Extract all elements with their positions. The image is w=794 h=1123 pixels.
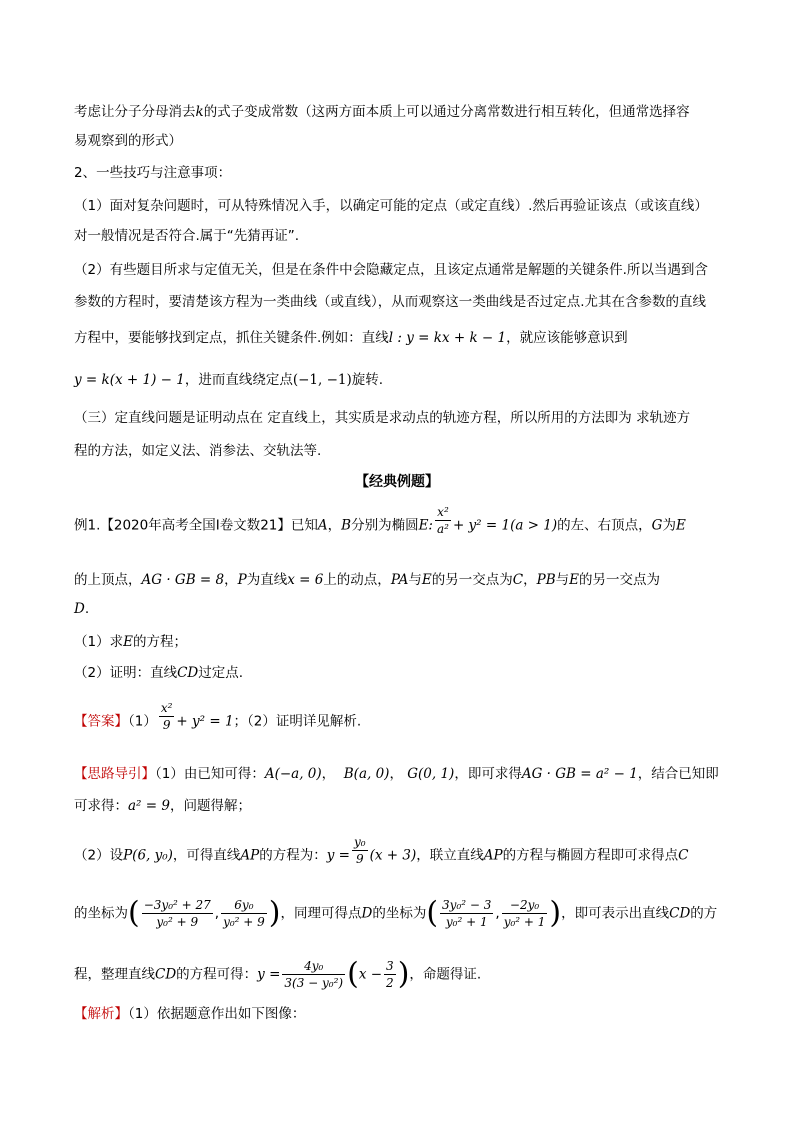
math-P: P bbox=[237, 572, 247, 588]
math-dot-product: AG · GB = a² − 1 bbox=[521, 766, 638, 782]
text: 的另一交点为 bbox=[431, 572, 513, 588]
answer-label: 【答案】 bbox=[74, 713, 128, 730]
paragraph-line: （三）定直线问题是证明动点在 定直线上，其实质是求动点的轨迹方程，所以所用的方法即为 求轨迹方 bbox=[74, 410, 691, 426]
text: 与 bbox=[408, 572, 422, 588]
math-point-P: P(6, y₀) bbox=[123, 847, 173, 864]
paragraph-line: （1）面对复杂问题时，可从特殊情况入手，以确定可能的定点（或定直线）.然后再验证该点（或该直线） bbox=[74, 198, 708, 214]
text: 的方程可得： bbox=[176, 966, 258, 983]
math-E: E bbox=[123, 634, 133, 650]
math-CD: CD bbox=[155, 966, 177, 983]
paragraph-line: （2）有些题目所求与定值无关，但是在条件中会隐藏定点，且该定点通常是解题的关键条件.所以当遇到含 bbox=[74, 262, 708, 278]
text: 可求得： bbox=[74, 798, 128, 814]
numerator: 6y₀ bbox=[221, 897, 267, 914]
math-C: C bbox=[512, 572, 524, 588]
numerator: 3y₀² − 3 bbox=[442, 898, 492, 912]
numerator: −2y₀ bbox=[502, 897, 548, 914]
text: ，结合已知即 bbox=[637, 766, 719, 782]
numerator: 4y₀ bbox=[282, 958, 345, 975]
text: 上的动点， bbox=[323, 572, 391, 588]
math-point: (−1, −1) bbox=[292, 372, 352, 388]
example-line bbox=[74, 505, 686, 537]
paragraph-line bbox=[74, 102, 690, 122]
guide-line bbox=[74, 835, 689, 867]
guide-line: 的坐标为( $\frac{\text{−3y₀² + 27}}{\text{y₀² + 9}}$ , $\frac{\text{6y₀}}{\text{y₀² + 9}}$ )，同理可得点D的坐标为( $\frac{\text{3y₀² − 3}}{\text{y₀² + 1}}$ , $\frac{\text{−2y₀}}{\text{y₀² + 1}}$ )，即可表示出直线CD的方 bbox=[74, 895, 718, 931]
math-AP: AP bbox=[240, 847, 260, 864]
answer-line bbox=[74, 701, 362, 733]
fraction bbox=[159, 700, 175, 733]
math-point-A: A(−a, 0) bbox=[264, 766, 322, 782]
math-point-B: B(a, 0) bbox=[343, 766, 390, 782]
math-k: k bbox=[195, 104, 204, 120]
fraction bbox=[502, 897, 548, 930]
text: 旋转. bbox=[351, 372, 384, 388]
guide-line bbox=[74, 796, 251, 816]
math-E: E bbox=[421, 572, 432, 588]
guide-line: 【思路导引】（1）由已知可得：A(−a, 0)， B(a, 0)， G(0, 1)，即可求得AG · GB = a² − 1，结合已知即 bbox=[74, 766, 719, 782]
text: 的式子变成常数（这两方面本质上可以通过分离常数进行相互转化，但通常选择容 bbox=[203, 104, 690, 120]
text: （2）证明：直线 bbox=[74, 665, 178, 681]
fraction bbox=[435, 504, 451, 537]
paragraph-line: 2、一些技巧与注意事项： bbox=[74, 165, 232, 181]
fraction bbox=[221, 897, 267, 930]
text: （1） bbox=[128, 713, 157, 730]
question-2 bbox=[74, 663, 243, 683]
paragraph-line: 程的方法，如定义法、消参法、交轨法等. bbox=[74, 443, 322, 459]
text: ，进而直线绕定点 bbox=[184, 372, 293, 388]
denominator: y₀² + 1 bbox=[503, 915, 546, 929]
text: ，命题得证. bbox=[409, 966, 482, 983]
math-equation: + y² = 1 bbox=[176, 713, 234, 730]
math-x6: x = 6 bbox=[287, 572, 324, 588]
text: 的上顶点， bbox=[74, 572, 142, 588]
paren-left: ( bbox=[426, 895, 439, 931]
numerator: x² bbox=[160, 701, 173, 715]
text: （2）设 bbox=[74, 847, 124, 864]
text: 过定点. bbox=[198, 665, 244, 681]
math-y: y = bbox=[257, 966, 281, 983]
math-dot-product: AG · GB = 8 bbox=[141, 572, 225, 588]
text: 为直线 bbox=[246, 572, 288, 588]
analysis-label: 【解析】 bbox=[74, 1006, 128, 1022]
denominator: 3(3 − y₀²) bbox=[284, 976, 344, 990]
math-D: D bbox=[74, 601, 85, 617]
text: . bbox=[84, 601, 90, 617]
analysis-line bbox=[74, 1004, 305, 1024]
paren-left: ( bbox=[128, 895, 140, 931]
section-title: 【经典例题】 bbox=[355, 474, 439, 490]
paren-right: ) bbox=[549, 895, 562, 931]
text: 的方程； bbox=[132, 634, 187, 650]
text: ， bbox=[327, 517, 342, 534]
text: ；（2）证明详见解析. bbox=[233, 713, 362, 730]
text: 的方程为： bbox=[259, 847, 327, 864]
denominator: a² bbox=[436, 522, 449, 536]
paragraph-line: 对一般情况是否符合.属于“先猜再证”. bbox=[74, 228, 300, 244]
text: 为 bbox=[662, 517, 676, 534]
denominator: y₀² + 1 bbox=[445, 915, 488, 929]
math-E: E bbox=[675, 517, 686, 534]
math-x: x − bbox=[358, 966, 383, 983]
numerator: y₀ bbox=[354, 835, 366, 849]
text: （1）求 bbox=[74, 634, 124, 650]
paren-right: ) bbox=[268, 895, 281, 931]
paragraph-line bbox=[74, 370, 383, 390]
math-E: E bbox=[569, 572, 579, 588]
math-B: B bbox=[341, 517, 352, 534]
fraction bbox=[384, 958, 396, 991]
math-AP: AP bbox=[483, 847, 503, 864]
math-equation: y = k(x + 1) − 1 bbox=[74, 372, 185, 388]
math-equation: a² = 9 bbox=[128, 798, 170, 814]
text: ， bbox=[224, 572, 238, 588]
fraction bbox=[440, 897, 493, 930]
text: ，同理可得点 bbox=[280, 905, 362, 922]
text: 的方程与椭圆方程即可求得点 bbox=[502, 847, 679, 864]
math-E: E: bbox=[418, 517, 433, 534]
numerator: −3y₀² + 27 bbox=[143, 898, 211, 912]
text: ， bbox=[523, 572, 537, 588]
text: 方程中，要能够找到定点，抓住关键条件.例如：直线 bbox=[74, 330, 389, 346]
text: 的左、右顶点， bbox=[557, 517, 652, 534]
math-CD: CD bbox=[669, 905, 691, 922]
math-PA: PA bbox=[390, 572, 409, 588]
math-y: y = bbox=[326, 847, 350, 864]
math-CD: CD bbox=[177, 665, 199, 681]
text: 的方 bbox=[690, 905, 718, 922]
question-1 bbox=[74, 632, 187, 652]
text: 考虑让分子分母消去 bbox=[74, 104, 196, 120]
fraction bbox=[282, 958, 345, 991]
text: 的另一交点为 bbox=[578, 572, 660, 588]
guide-line bbox=[74, 958, 481, 991]
text: 的坐标为 bbox=[372, 905, 427, 922]
denominator: y₀² + 9 bbox=[156, 915, 199, 929]
paren-left: ( bbox=[347, 956, 359, 992]
math-ellipse: + y² = 1(a > 1) bbox=[452, 517, 558, 534]
paragraph-line: 参数的方程时，要清楚该方程为一类曲线（或直线），从而观察这一类曲线是否过定点.尤其在含参数的直线 bbox=[74, 294, 707, 310]
fraction bbox=[352, 834, 368, 867]
math-line-equation: l : y = kx + k − 1 bbox=[388, 330, 507, 346]
text: ，就应该能够意识到 bbox=[506, 330, 628, 346]
denominator: 2 bbox=[386, 976, 394, 990]
text: ，联立直线 bbox=[416, 847, 484, 864]
example-line bbox=[74, 599, 89, 619]
text: ，问题得解； bbox=[169, 798, 251, 814]
numerator: x² bbox=[435, 504, 451, 521]
paragraph-line: 易观察到的形式） bbox=[74, 133, 182, 149]
text: （1）依据题意作出如下图像： bbox=[128, 1006, 306, 1022]
math-point-G: G(0, 1) bbox=[407, 766, 455, 782]
math-A: A bbox=[317, 517, 328, 534]
text: ，即可求得 bbox=[454, 766, 522, 782]
denominator: y₀² + 9 bbox=[223, 915, 265, 929]
math-expression: (x + 3) bbox=[369, 847, 417, 864]
denominator: 9 bbox=[355, 852, 364, 866]
text: ，即可表示出直线 bbox=[561, 905, 670, 922]
math-G: G bbox=[651, 517, 663, 534]
text: ，可得直线 bbox=[172, 847, 241, 864]
math-PB: PB bbox=[536, 572, 556, 588]
guide-label: 【思路导引】 bbox=[74, 766, 155, 782]
text: 的坐标为 bbox=[74, 905, 128, 922]
example-line bbox=[74, 570, 660, 590]
math-C: C bbox=[678, 847, 689, 864]
text: 与 bbox=[555, 572, 570, 588]
paragraph-line bbox=[74, 328, 628, 348]
denominator: 9 bbox=[162, 718, 171, 732]
paren-right: ) bbox=[397, 956, 410, 992]
math-D: D bbox=[361, 905, 373, 922]
text: 例1.【2020年高考全国Ⅰ卷文数21】已知 bbox=[74, 517, 318, 534]
fraction bbox=[142, 897, 213, 930]
numerator: 3 bbox=[386, 959, 394, 973]
text: 程，整理直线 bbox=[74, 966, 155, 983]
text: 分别为椭圆 bbox=[351, 517, 419, 534]
text: （1）由已知可得： bbox=[155, 766, 265, 782]
